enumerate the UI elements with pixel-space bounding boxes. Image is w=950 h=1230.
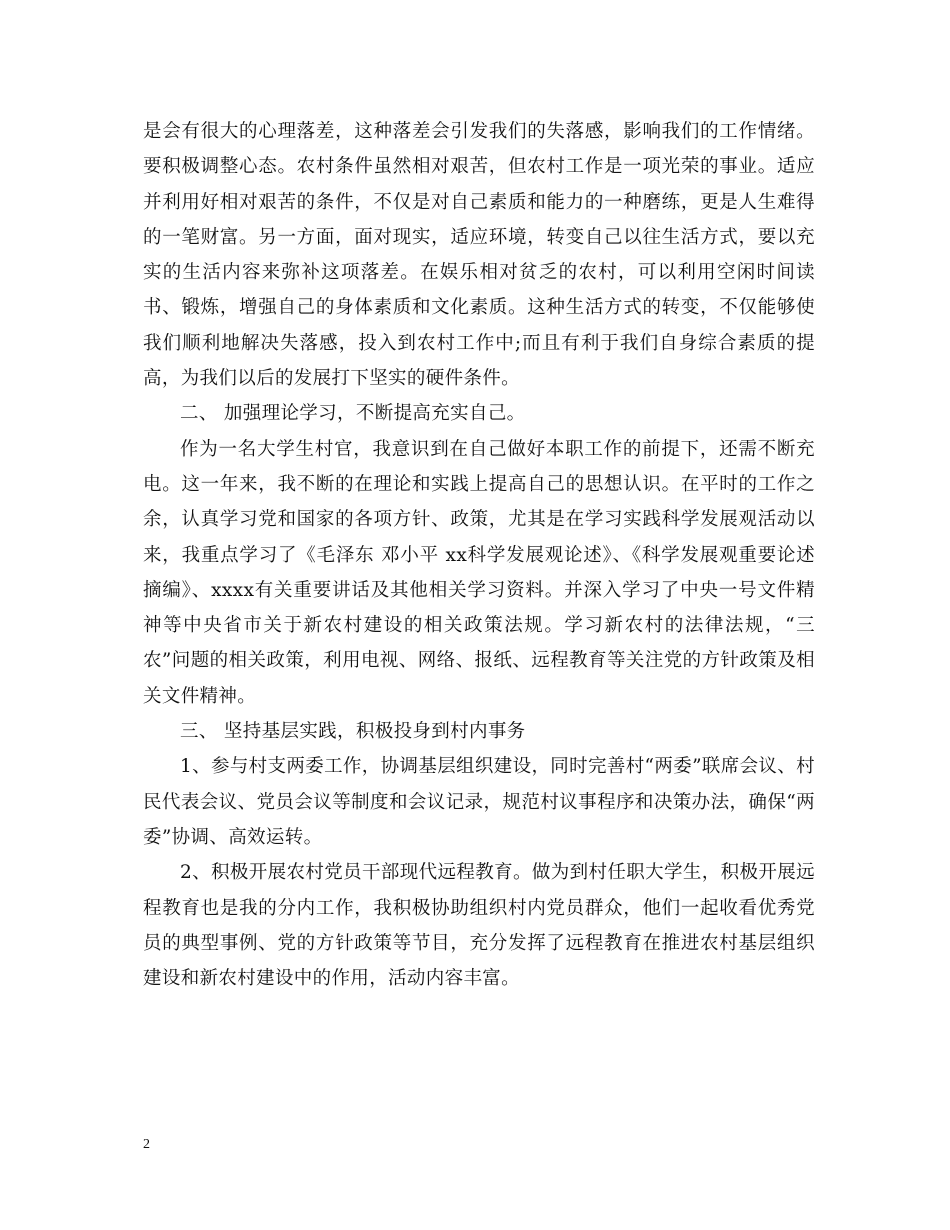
list-item-2: 2、积极开展农村党员干部现代远程教育。做为到村任职大学生，积极开展远程教育也是我的分内工作，我积极协助组织村内党员群众，他们一起收看优秀党员的典型事例、党的方针政策等节目，充分发挥了远程教育在推进农村基层组织建设和新农村建设中的作用，活动内容丰富。 [143, 862, 815, 990]
paragraph-theory-study: 作为一名大学生村官，我意识到在自己做好本职工作的前提下，还需不断充电。这一年来，我不断的在理论和实践上提高自己的思想认识。在平时的工作之余，认真学习党和国家的各项方针、政策，尤其是在学习实践科学发展观活动以来，我重点学习了《毛泽东 邓小平 xx科学发展观论述》、《科学发展观重要论述摘编》、xxxx有关重要讲话及其他相关学习资料。并深入学习了中央一号文件精神等中央省市关于新农村建设的相关政策法规。学习新农村的法律法规，“三农”问题的相关政策，利用电视、网络、报纸、远程教育等关注党的方针政策及相关文件精神。 [143, 438, 815, 707]
document-body [143, 114, 815, 996]
page-number: 2 [143, 1137, 150, 1152]
section-heading-3: 三、 坚持基层实践，积极投身到村内事务 [180, 721, 526, 743]
list-item-1: 1、参与村支两委工作，协调基层组织建设，同时完善村“两委”联席会议、村民代表会议、党员会议等制度和会议记录，规范村议事程序和决策办法，确保“两委”协调、高效运转。 [143, 756, 815, 848]
section-heading-2: 二、 加强理论学习，不断提高充实自己。 [180, 403, 526, 425]
paragraph-continuation: 是会有很大的心理落差，这种落差会引发我们的失落感，影响我们的工作情绪。要积极调整心态。农村条件虽然相对艰苦，但农村工作是一项光荣的事业。适应并利用好相对艰苦的条件，不仅是对自己素质和能力的一种磨练，更是人生难得的一笔财富。另一方面，面对现实，适应环境，转变自己以往生活方式，要以充实的生活内容来弥补这项落差。在娱乐相对贫乏的农村，可以利用空闲时间读书、锻炼，增强自己的身体素质和文化素质。这种生活方式的转变，不仅能够使我们顺利地解决失落感，投入到农村工作中;而且有利于我们自身综合素质的提高，为我们以后的发展打下坚实的硬件条件。 [143, 121, 815, 390]
